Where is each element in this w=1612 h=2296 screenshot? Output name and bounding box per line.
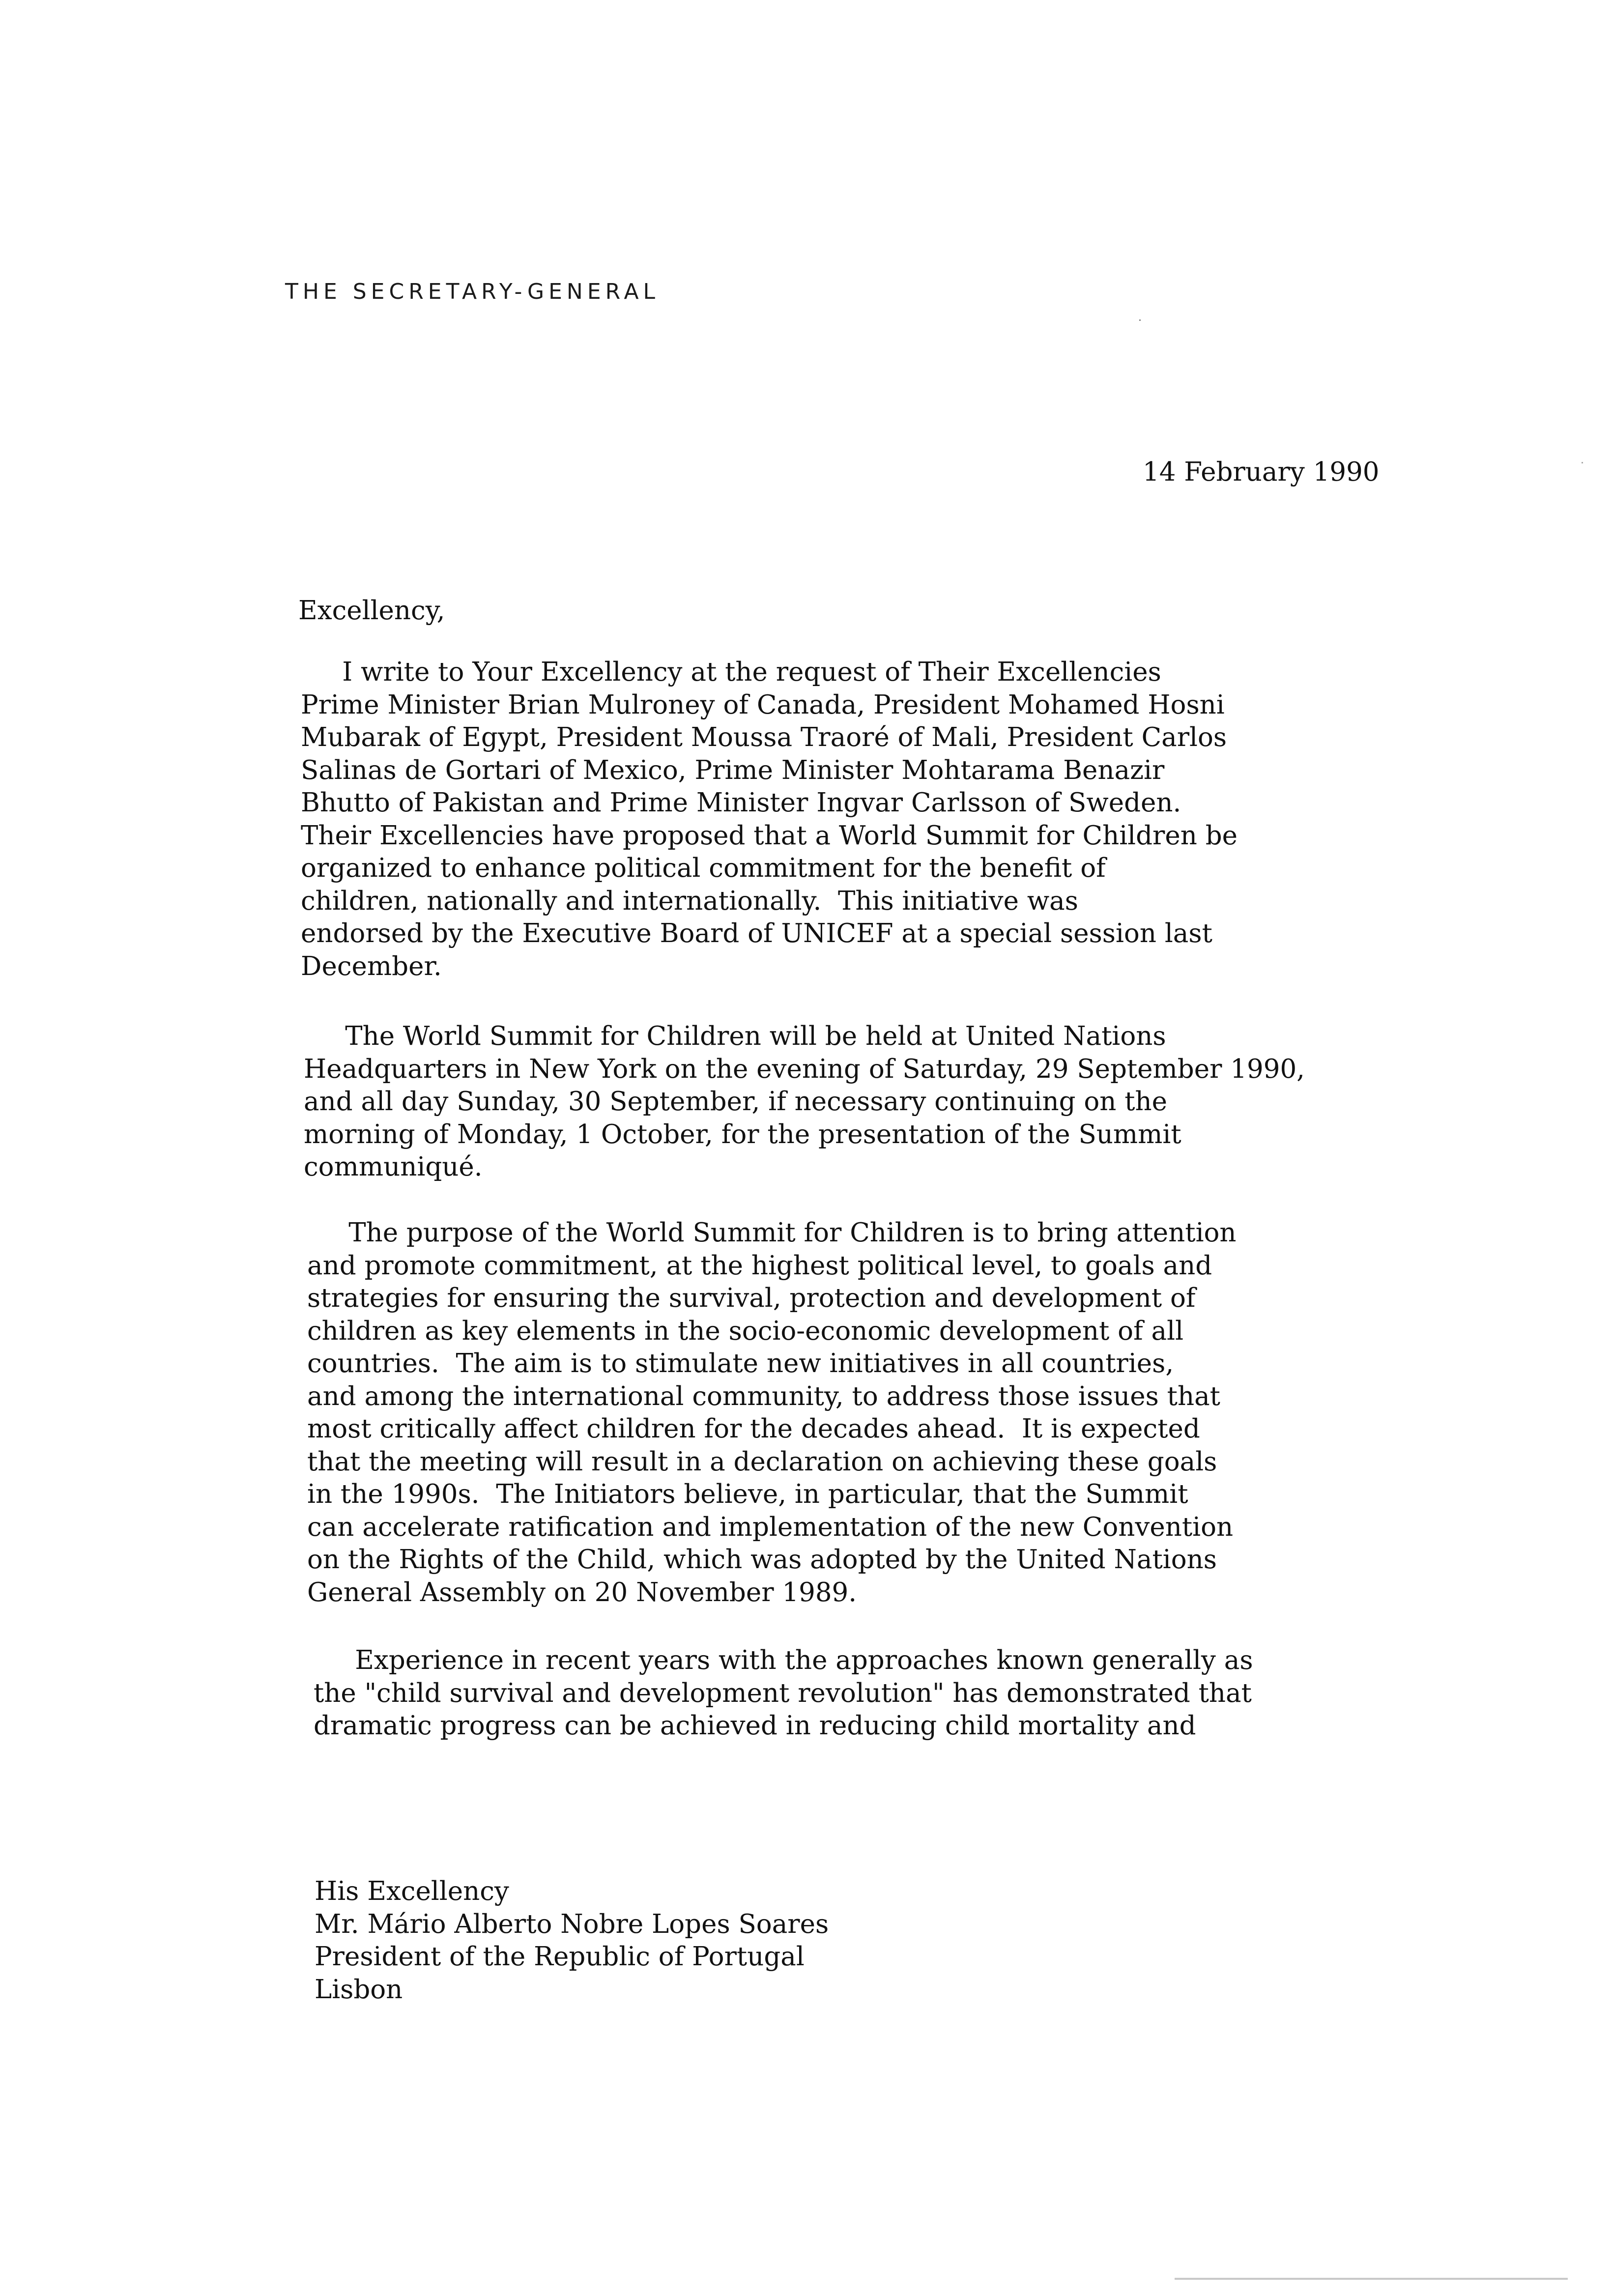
addressee-line: Mr. Mário Alberto Nobre Lopes Soares [315,1909,829,1939]
body-paragraph: I write to Your Excellency at the request of Their Excellencies Prime Minister Brian Mulroney of Canada, President Mohamed Hosni Mubarak of Egypt, President Moussa Traoré of Mali, President Carlos Salinas de Gortari of Mexico, Prime Minister Mohtarama Benazir Bhutto of Pakistan and Prime Minister Ingvar Carlsson of Sweden. Their Excellencies have proposed that a World Summit for Children be organized to enhance political commitment for the benefit of children, nationally and internationally. This initiative was endorsed by the Executive Board of UNICEF at a special session last December. [301,657,1238,981]
addressee-block [315,1875,829,2006]
addressee-line: His Excellency [315,1876,509,1906]
body-paragraph: The World Summit for Children will be held at United Nations Headquarters in New York on the evening of Saturday, 29 September 1990, and all day Sunday, 30 September, if necessary continuing on the morning of Monday, 1 October, for the presentation of the Summit communiqué. [304,1021,1305,1182]
scan-speck [1139,319,1141,321]
body-paragraph: Experience in recent years with the approaches known generally as the "child survival and development revolution" has demonstrated that dramatic progress can be achieved in reducing child mortality and [314,1645,1253,1741]
salutation: Excellency, [298,596,445,626]
scan-edge-line [1175,2278,1568,2280]
addressee-line: President of the Republic of Portugal [315,1942,805,1972]
letter-date: 14 February 1990 [1143,457,1380,487]
body-paragraph: The purpose of the World Summit for Children is to bring attention and promote commitment, at the highest political level, to goals and strategies for ensuring the survival, protection and development of children as key elements in the socio-economic development of all countries. The aim is to stimulate new initiatives in all countries, and among the international community, to address those issues that most critically affect children for the decades ahead. It is expected that the meeting will result in a declaration on achieving these goals in the 1990s. The Initiators believe, in particular, that the Summit can accelerate ratification and implementation of the new Convention on the Rights of the Child, which was adopted by the United Nations General Assembly on 20 November 1989. [307,1218,1237,1607]
scan-speck [1582,462,1583,463]
letterhead: THE SECRETARY-GENERAL [285,279,660,304]
addressee-line: Lisbon [315,1974,403,2005]
